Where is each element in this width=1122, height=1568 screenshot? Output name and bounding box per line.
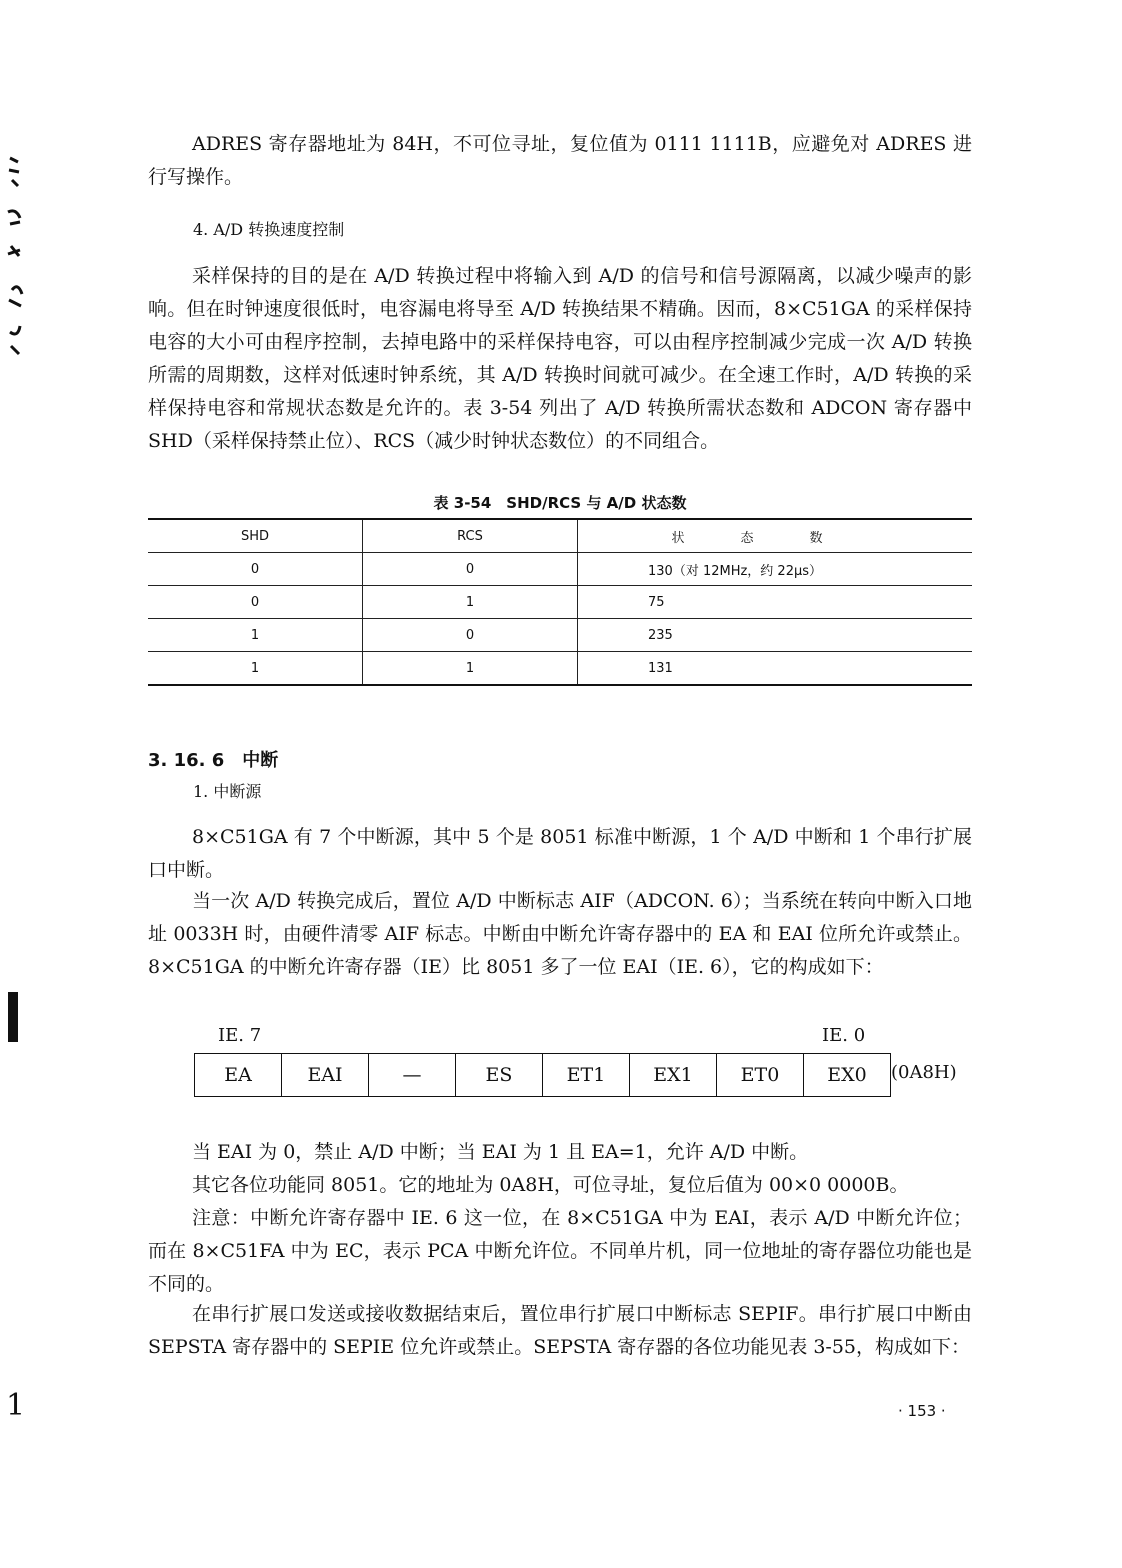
table-row [148, 652, 972, 686]
ie-bit-ea: EA [195, 1054, 282, 1096]
paragraph-aif: 当一次 A/D 转换完成后，置位 A/D 中断标志 AIF（ADCON. 6）；当系统在转向中断入口地址 0033H 时，由硬件清零 AIF 标志。中断由中断允许寄存器中的 EA 和 EAI 位所允许或禁止。8×C51GA 的中断允许寄存器（IE）比 8051 多了一位 EAI（IE. 6），它的构成如下： [148, 890, 972, 978]
table-cell: 75 [578, 586, 973, 619]
table-row [148, 619, 972, 652]
margin-handwriting-scribble [6, 150, 26, 370]
subheading-interrupt-source: 1. 中断源 [193, 782, 262, 801]
paragraph-ie-address: 其它各位功能同 8051。它的地址为 0A8H，可位寻址，复位后值为 00×0 0000B。 [192, 1174, 909, 1196]
paragraph-adres: ADRES 寄存器地址为 84H，不可位寻址，复位值为 0111 1111B，应避免对 ADRES 进行写操作。 [148, 133, 972, 188]
table-cell: 0 [148, 553, 363, 586]
margin-scan-mark [8, 992, 18, 1042]
paragraph-sepif: 在串行扩展口发送或接收数据结束后，置位串行扩展口中断标志 SEPIF。串行扩展口中断由 SEPSTA 寄存器中的 SEPIE 位允许或禁止。SEPSTA 寄存器的各位功能见表 3-55，构成如下： [148, 1303, 972, 1358]
margin-page-mark: 1 [6, 1388, 26, 1423]
ie-bit-et1: ET1 [543, 1054, 630, 1096]
paragraph-eai: 当 EAI 为 0，禁止 A/D 中断；当 EAI 为 1 且 EA=1，允许 A/D 中断。 [192, 1141, 809, 1163]
ie-register-address: (0A8H) [891, 1062, 957, 1083]
shd-rcs-table [148, 518, 972, 686]
table-header-states: 状态数 [578, 519, 973, 553]
ie-bit-ex0: EX0 [827, 1064, 867, 1086]
table-cell: 131 [578, 652, 973, 686]
table-cell: 235 [578, 619, 973, 652]
paragraph-interrupt-sources: 8×C51GA 有 7 个中断源，其中 5 个是 8051 标准中断源，1 个 A/D 中断和 1 个串行扩展口中断。 [148, 826, 972, 881]
table-cell: 0 [363, 619, 578, 652]
paragraph-sample-hold: 采样保持的目的是在 A/D 转换过程中将输入到 A/D 的信号和信号源隔离，以减少噪声的影响。但在时钟速度很低时，电容漏电将导至 A/D 转换结果不精确。因而，8×C51GA 的采样保持电容的大小可由程序控制，去掉电路中的采样保持电容，可以由程序控制减少完成一次 A/D 转换所需的周期数，这样对低速时钟系统，其 A/D 转换时间就可减少。在全速工作时，A/D 转换的采样保持电容和常规状态数是允许的。表 3-54 列出了 A/D 转换所需状态数和 ADCON 寄存器中 SHD（采样保持禁止位）、RCS（减少时钟状态数位）的不同组合。 [148, 265, 972, 452]
page-number: · 153 · [898, 1402, 946, 1420]
table-cell: 1 [148, 619, 363, 652]
ie-bit-reserved: — [369, 1054, 456, 1096]
ie-msb-label: IE. 7 [218, 1025, 262, 1046]
table-header-rcs: RCS [363, 519, 578, 553]
table-caption: 表 3-54 SHD/RCS 与 A/D 状态数 [433, 494, 687, 512]
ie-bit-eai: EAI [282, 1054, 369, 1096]
ie-bit-ex1: EX1 [630, 1054, 717, 1096]
ie-bit-et0: ET0 [717, 1054, 804, 1096]
ie-lsb-label: IE. 0 [822, 1025, 866, 1046]
paragraph-note: 注意：中断允许寄存器中 IE. 6 这一位，在 8×C51GA 中为 EAI，表示 A/D 中断允许位；而在 8×C51FA 中为 EC，表示 PCA 中断允许位。不同单片机，同一位地址的寄存器位功能也是不同的。 [148, 1207, 972, 1295]
table-row [148, 586, 972, 619]
ie-register-bits [194, 1053, 891, 1097]
table-header-shd: SHD [148, 519, 363, 553]
table-cell: 130（对 12MHz，约 22μs） [578, 553, 973, 586]
table-cell: 0 [363, 553, 578, 586]
section-heading-interrupt: 3. 16. 6 中断 [148, 750, 279, 771]
ie-bit-es: ES [456, 1054, 543, 1096]
table-cell: 0 [148, 586, 363, 619]
table-cell: 1 [363, 652, 578, 686]
subheading-ad-speed: 4. A/D 转换速度控制 [193, 220, 345, 239]
table-cell: 1 [363, 586, 578, 619]
table-cell: 1 [148, 652, 363, 686]
table-row [148, 553, 972, 586]
